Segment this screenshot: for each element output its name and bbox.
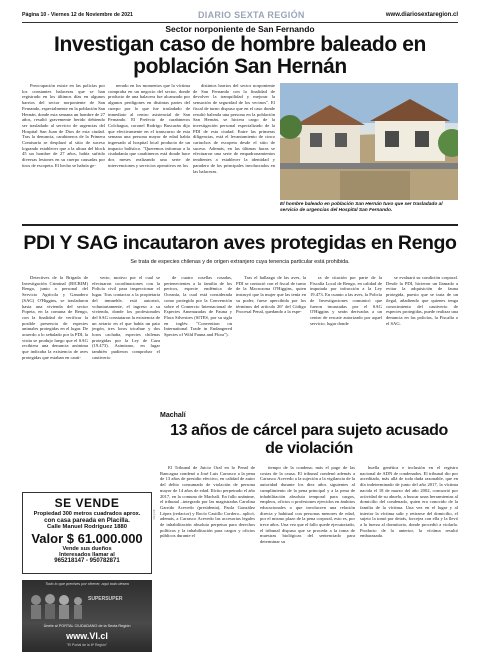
sale-ad-title: SE VENDE <box>54 496 120 510</box>
header-rule <box>22 22 458 23</box>
sale-ad-line2: con casa pareada en Placilla. <box>44 517 130 524</box>
photo-credit: 3hQ3tP <box>152 509 156 520</box>
portal-ad-url[interactable]: www.Vl.cl <box>66 631 108 641</box>
portal-ad-tag: "El Portal de la 6ª Región" <box>66 643 108 647</box>
article2-col4: Tras el hallazgo de las aves, la PDI se contactó con el fiscal de turno de la Macrozona O'Higgins, quien instruyó que la mujer que las tenía en su poder, fuese apercibida por los términos del artículo 26° del Código Procesal Penal, quedando a la espe- <box>236 275 306 315</box>
article2-col3: de cuatro rosellas rosadas, pertenecientes a la familia de los pericos, especie endémica de Oceanía, la cual está considerada como protegida por la Convención sobre el Comercio Internacional de Especies Amenazadas de Fauna y Flora Silvestres (SITES, por su sigla en inglés: "Convention on International Trade in Endangered Species of Wild Fauna and Flora"). <box>164 275 232 338</box>
article1-headline: Investigan caso de hombre baleado en población San Hernán <box>54 33 426 78</box>
portal-ad-banner: Todo lo que precises por ofrecer, aquí todo desea <box>45 582 129 586</box>
article3-col1: El Tribunal de Juicio Oral en lo Penal de Rancagua condenó a José Luis Carrasco a la pena de 13 años de presidio efectivo, en calidad de autor del delito consumado de violación de persona mayor de 14 años de edad. Ilícito perpetrado el año 2017, en la comuna de Machalí. En fallo unánime, el tribunal –integrado por las magistradas Carolina Garrido Acevedo (presidenta), Paola González López (redactor) y Rocío Castillo Cordero– aplicó, además, a Carrasco Acevedo las accesorias legales de inhabilitación absoluta perpetua para derechos políticos y la inhabilitación para cargos y oficios públicos durante el <box>160 465 255 539</box>
portal-ad[interactable] <box>22 580 152 652</box>
article2-col1: Detectives de la Brigada de Investigación Criminal (BICRIM) Rengo, junto a personal del Servicio Agrícola y Ganadero (SAG) O'Higgins, se trasladaron hasta una vivienda del sector Popeta, en la comuna de Rengo, con la finalidad de verificar la posible presencia de especies animales protegidas en el lugar. De acuerdo a lo señalado por la PDI, la visita se produjo luego que el SAG recibiera una denuncia anónima que indicaba la existencia de aves protegidas que estaban en cauti- <box>22 275 88 360</box>
website[interactable]: www.diariosextaregion.cl <box>385 12 458 18</box>
sale-ad-line4: Vende sus dueños <box>62 546 112 552</box>
sale-ad[interactable] <box>22 492 152 574</box>
sale-ad-price: Valor $ 61.000.000 <box>31 531 143 546</box>
article2-col6: se evaluará su condición corporal. Desde la PDI, hicieron un llamado a evitar la adquisición de fauna protegida, puesto que se trata de un ilegal, añadiendo que quienes tenga conocimiento del cautiverio de especies protegidas, puede realizar una denuncia en las policías, la Fiscalía o el SAG. <box>386 275 458 326</box>
masthead: DIARIO SEXTA REGIÓN <box>198 10 305 20</box>
article1-col2: nerado en los momentos que la víctima compraba en un negocio del sector, donde producto de una balacera fue alcanzado por algunos perdigones en distintas partes del cuerpo por lo que fue trasladado de inmediato al centro asistencial de San Fernando. El Prefecto de carabineros Colchagua, coronel Rodrigo Buscarán dijo que efectivamente en el transcurso de esta semana una persona mayor de edad había ingresado al hospital local producto de un impacto balístico. "Queremos informar a la ciudadanía que carabineros está donde hace dos meses realizando una serie de intervenciones y servicios operativos en los <box>108 83 190 168</box>
article2-headline: PDI Y SAG incautaron aves protegidas en Rengo <box>23 232 457 254</box>
portal-ad-text: Únete al PORTAL CIUDADANO de la Sexta Región <box>43 624 131 628</box>
sale-ad-line3: Calle Manuel Rodríguez 1880 <box>47 524 127 530</box>
article1-col1: Preocupación existe en las policías por los constantes balaceras que se han registrado en los últimos días en algunos barrios del sector norponiente de San Fernando, especialmente en la población San Hernán, donde esta semana un hombre de 27 años, resultó gravemente herido debiendo ser trasladado al servicio de urgencias del Hospital San Juan de Dios de esta ciudad. Tras la denuncia, carabineros de la Primera Comisaría se desplazó al sitio de suceso logrando establecer que a la altura del block 45 un hombre de 27 años, había sufrido diversas lesiones en su cuerpo causadas por tiros de escopeta. El hecho se habría ge- <box>22 83 105 168</box>
section-rule-1 <box>22 224 458 226</box>
photo-caption: El hombre baleado en población San Hernán tuvo que ser trasladado al servicio de urgencias del Hospital San Fernando. <box>280 202 443 213</box>
sale-ad-line1: Propiedad 300 metros cuadrados aprox. <box>33 511 141 517</box>
sale-ad-line5: Interesados llamar al <box>59 552 115 558</box>
sale-ad-phones[interactable]: 965218147 - 950782871 <box>54 558 120 564</box>
article2-col5: ra de citación por parte de la Fiscalía Local de Rengo, en calidad de imputada por infracción a la Ley 19.473. En cuanto a las aves, la Policía de Investigaciones comunicó que fueron incautadas por el SAG O'Higgins y serán derivadas a un centro de rescate autorizado por aquel servicio, lugar donde <box>310 275 382 326</box>
article3-headline: 13 años de cárcel para sujeto acusado de violación <box>170 422 448 457</box>
people-icon <box>26 590 86 622</box>
article3-col3: huella genética e inclusión en el registro nacional de ADN de condenados. El tribunal dio por acreditado, más allá de toda duda razonable, que en día indeterminado de junio del año 2017, la víctima nacida el 18 de marzo del año 2002, concurrió por actividad de su abuelo, a buscar unas herramientas al domicilio del condenado, quien era conocido de la familia de la víctima. Una vez en el lugar y al interior la víctima salir y retirarse del domicilio, el sujeto la tomó por detrás, forcejea con ella y la llevó a la fuerza al dormitorio, donde procedió a violarla. Producto de la anterior, la víctima resultó embarazada. <box>360 465 458 539</box>
article2-col2: verio, motivo por el cual se efectuaron coordinaciones con la Policía civil para inspeccionar el lugar. Tras contactar a la propietaria del inmueble, está autorizó, voluntariamente, el ingreso a su vivienda, donde los profesionales del SAG constataron la existencia de un aviario en el que había un pato jergón, tres loros tricahue y dos loros cachaña, especies chilenas protegidas por la Ley de Caza (19.473). Asimismo, en lugar también pudieron comprobar el cautiverio <box>92 275 160 360</box>
article1-kicker: Sector norponiente de San Fernando <box>165 24 315 34</box>
house-photo-illustration <box>280 83 458 200</box>
article2-subtitle: Se trata de especies chilenas y de origen extranjero cuya tenencia particular está prohibida. <box>130 259 350 265</box>
article1-col3: distintos barrios del sector norponiente de San Fernando con la finalidad de devolver la tranquilidad y mejorar la sensación de seguridad de los vecinos". El fiscal de turno dispuso que en el caso donde resultó baleada una persona en la población San Hernán, se hiciera cargo de la investigación personal especializado de la PDI de esta ciudad. Entre las primeras diligencias, está el levantamiento de cinco cartuchos de escopeta desde el sitio de suceso. Además, en las últimas horas se efectuaron una serie de empadronamientos tendientes a establecer la identidad y paradero de los principales involucrados en las balaceras. <box>193 83 275 174</box>
page-info: Página 10 - Viernes 12 de Noviembre de 2021 <box>22 12 133 18</box>
article3-kicker: Machalí <box>160 412 186 419</box>
portal-ad-brand: SUPERSUPER <box>88 596 123 602</box>
house-photo <box>280 83 458 200</box>
page-header <box>22 11 458 21</box>
article3-col2: tiempo de la condena; más el pago de las costas de la causa. El tribunal condenó además a Carrasco Acevedo a la sujeción a la vigilancia de la autoridad durante los diez años siguientes al cumplimiento de la pena principal y a la pena de inhabilitación absoluta temporal para cargos, empleos, oficios o profesiones ejercidos en ámbitos educacionales o que involucren una relación directa y habitual con personas menores de edad, por el mismo plazo de la pena corporal, esto es, por trece años. Una vez que el fallo quede ejecutoriado, el tribunal dispuso que se proceda a la toma de muestras biológicas del sentenciado para determinar su <box>260 465 355 545</box>
